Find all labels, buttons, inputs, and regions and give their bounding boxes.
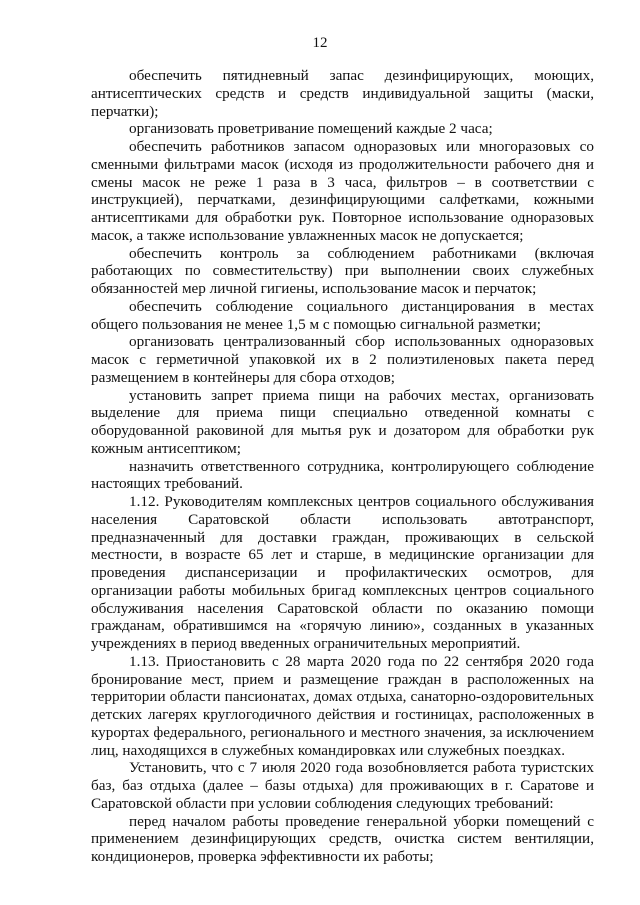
paragraph: обеспечить работников запасом одноразовых или многоразовых со сменными фильтрами масок (исходя из продолжительности рабочего дня и смены масок не реже 1 раза в 3 часа, фильтров – в соответствии с инструкцией), перчатками, дезинфицирующими салфетками, кожными антисептиками для обработки рук. Повторное использование одноразовых масок, а также использование увлажненных масок не допускается; <box>91 138 594 244</box>
paragraph-section-1-13: 1.13. Приостановить с 28 марта 2020 года по 22 сентября 2020 года бронирование мест, прием и размещение граждан в расположенных на территории области пансионатах, домах отдыха, санаторно-оздоровительных детских лагерях круглогодичного действия и гостиницах, расположенных в курортах федерального, регионального и местного значения, за исключением лиц, находящихся в служебных командировках или служебных поездках. <box>91 652 594 759</box>
paragraph: Установить, что с 7 июля 2020 года возобновляется работа туристских баз, баз отдыха (далее – базы отдыха) для проживающих в г. Саратове и Саратовской области при условии соблюдения следующих требований: <box>91 759 594 812</box>
paragraph: обеспечить пятидневный запас дезинфицирующих, моющих, антисептических средств и средств индивидуальной защиты (маски, перчатки); <box>91 67 594 120</box>
paragraph: перед началом работы проведение генеральной уборки помещений с применением дезинфицирующих средств, очистка систем вентиляции, кондиционеров, проверка эффективности их работы; <box>91 812 594 865</box>
paragraph-section-1-12: 1.12. Руководителям комплексных центров социального обслуживания населения Саратовской области использовать автотранспорт, предназначенный для доставки граждан, проживающих в сельской местности, в возрасте 65 лет и старше, в медицинские организации для проведения диспансеризации и профилактических осмотров, для организации работы мобильных бригад комплексных центров социального обслуживания населения Саратовской области по оказанию помощи гражданам, обратившимся на «горячую линию», созданных в указанных учреждениях в период введенных ограничительных мероприятий. <box>91 493 594 652</box>
page-number: 12 <box>312 35 328 51</box>
document-body <box>91 67 594 866</box>
paragraph: организовать проветривание помещений каждые 2 часа; <box>129 120 493 138</box>
paragraph: установить запрет приема пищи на рабочих местах, организовать выделение для приема пищи специально отведенной комнаты с оборудованной раковиной для мытья рук и дозатором для обработки рук кожным антисептиком; <box>91 386 594 457</box>
paragraph: обеспечить соблюдение социального дистанцирования в местах общего пользования не менее 1,5 м с помощью сигнальной разметки; <box>91 297 594 333</box>
paragraph: организовать централизованный сбор использованных одноразовых масок с герметичной упаковкой их в 2 полиэтиленовых пакета перед размещением в контейнеры для сбора отходов; <box>91 333 594 386</box>
paragraph: назначить ответственного сотрудника, контролирующего соблюдение настоящих требований. <box>91 457 594 493</box>
paragraph: обеспечить контроль за соблюдением работниками (включая работающих по совместительству) при выполнении своих служебных обязанностей мер личной гигиены, использование масок и перчаток; <box>91 244 594 297</box>
